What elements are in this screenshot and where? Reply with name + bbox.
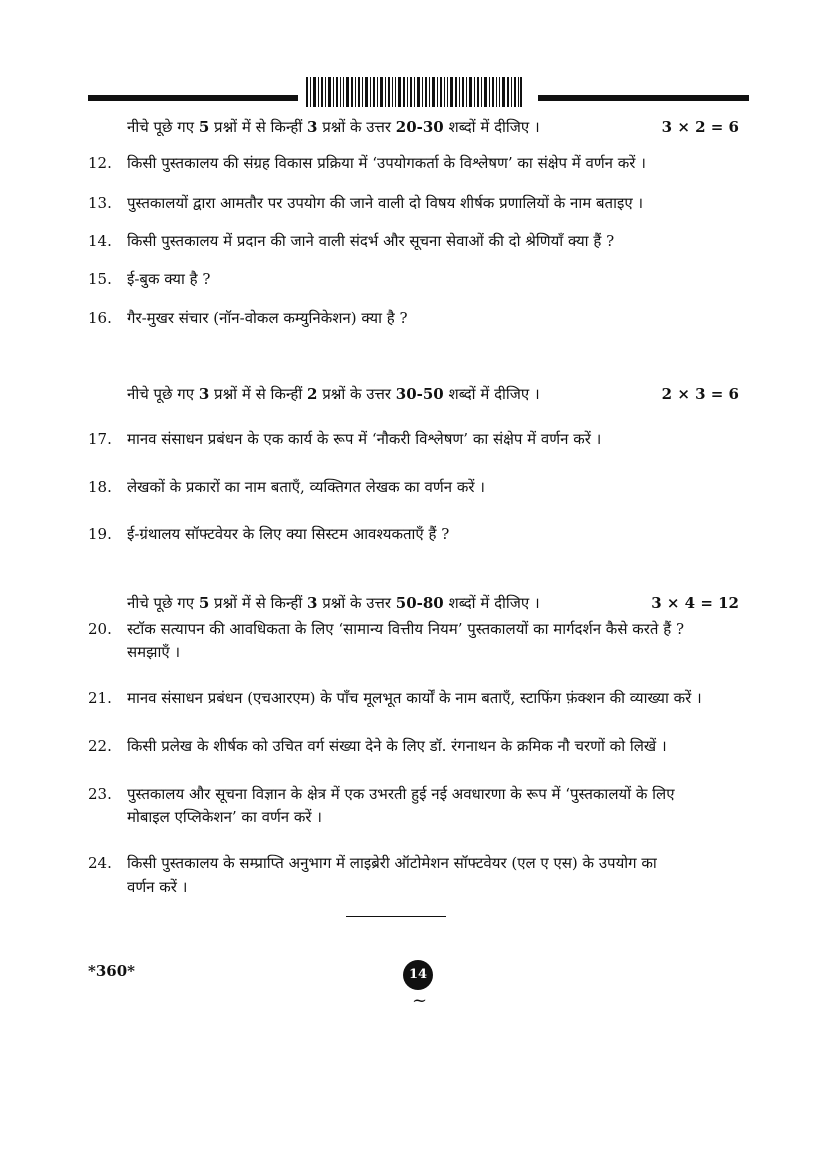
question-text: मानव संसाधन प्रबंधन (एचआरएम) के पाँच मूलभूत कार्यों के नाम बताएँ, स्टाफिंग फ़ंक्शन की व्याख्या करें । [127, 689, 702, 707]
question-number: 12. [88, 154, 112, 172]
question-text: स्टॉक सत्यापन की आवधिकता के लिए ‘सामान्य वित्तीय नियम’ पुस्तकालयों का मार्गदर्शन कैसे करते हैं ? [127, 620, 684, 638]
question-number: 22. [88, 737, 112, 755]
question-text: किसी पुस्तकालय के सम्प्राप्ति अनुभाग में लाइब्रेरी ऑटोमेशन सॉफ्टवेयर (एल ए एस) के उपयोग का [127, 854, 657, 872]
barcode [306, 77, 522, 107]
section-instruction: नीचे पूछे गए 3 प्रश्नों में से किन्हीं 2 प्रश्नों के उत्तर 30-50 शब्दों में दीजिए । [127, 385, 540, 403]
section-marks: 3 × 4 = 12 [651, 594, 739, 612]
header-rule-right [538, 95, 749, 101]
question-text-continued: वर्णन करें । [127, 878, 188, 896]
question-number: 23. [88, 785, 112, 803]
question-text: लेखकों के प्रकारों का नाम बताएँ, व्यक्तिगत लेखक का वर्णन करें । [127, 478, 485, 496]
question-text: ई-बुक क्या है ? [127, 270, 211, 288]
question-text: पुस्तकालयों द्वारा आमतौर पर उपयोग की जाने वाली दो विषय शीर्षक प्रणालियों के नाम बताइए । [127, 194, 644, 212]
section-instruction: नीचे पूछे गए 5 प्रश्नों में से किन्हीं 3 प्रश्नों के उत्तर 20-30 शब्दों में दीजिए । [127, 118, 540, 136]
question-text: किसी पुस्तकालय में प्रदान की जाने वाली संदर्भ और सूचना सेवाओं की दो श्रेणियाँ क्या हैं ? [127, 232, 615, 250]
question-text-continued: मोबाइल एप्लिकेशन’ का वर्णन करें । [127, 808, 322, 826]
page-number: 14 [403, 960, 433, 990]
question-text: किसी पुस्तकालय की संग्रह विकास प्रक्रिया में ‘उपयोगकर्ता के विश्लेषण’ का संक्षेप में वर्णन करें । [127, 154, 646, 172]
question-number: 13. [88, 194, 112, 212]
question-text: किसी प्रलेख के शीर्षक को उचित वर्ग संख्या देने के लिए डॉ. रंगनाथन के क्रमिक नौ चरणों को लिखें । [127, 737, 667, 755]
question-number: 20. [88, 620, 112, 638]
end-rule [346, 916, 446, 917]
section-marks: 2 × 3 = 6 [661, 385, 739, 403]
paper-code: *360* [88, 962, 135, 980]
question-text: गैर-मुखर संचार (नॉन-वोकल कम्युनिकेशन) क्या है ? [127, 309, 408, 327]
question-number: 15. [88, 270, 112, 288]
question-text-continued: समझाएँ । [127, 643, 181, 661]
question-number: 16. [88, 309, 112, 327]
question-text: ई-ग्रंथालय सॉफ्टवेयर के लिए क्या सिस्टम आवश्यकताएँ हैं ? [127, 525, 450, 543]
question-text: मानव संसाधन प्रबंधन के एक कार्य के रूप में ‘नौकरी विश्लेषण’ का संक्षेप में वर्णन करें । [127, 430, 602, 448]
section-marks: 3 × 2 = 6 [661, 118, 739, 136]
header-rule-left [88, 95, 298, 101]
section-instruction: नीचे पूछे गए 5 प्रश्नों में से किन्हीं 3 प्रश्नों के उत्तर 50-80 शब्दों में दीजिए । [127, 594, 540, 612]
question-number: 21. [88, 689, 112, 707]
question-number: 18. [88, 478, 112, 496]
question-number: 17. [88, 430, 112, 448]
question-text: पुस्तकालय और सूचना विज्ञान के क्षेत्र में एक उभरती हुई नई अवधारणा के रूप में ‘पुस्तकालयों के लिए [127, 785, 675, 803]
question-number: 24. [88, 854, 112, 872]
question-number: 19. [88, 525, 112, 543]
tilde-mark: ~ [412, 990, 428, 1011]
question-number: 14. [88, 232, 112, 250]
